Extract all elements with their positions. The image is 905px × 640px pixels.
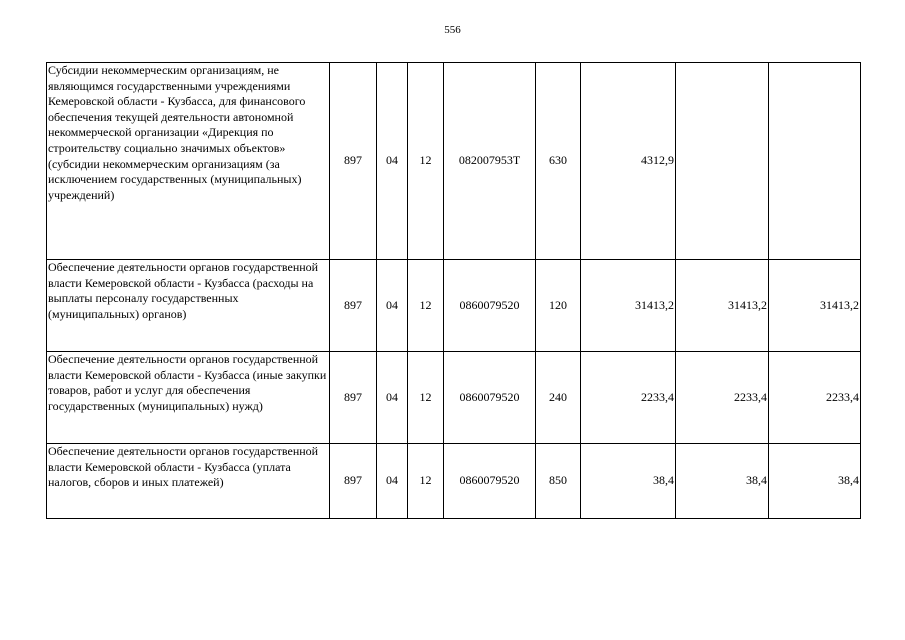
amount-year-2 xyxy=(676,63,769,260)
target-article-code: 0860079520 xyxy=(444,444,536,519)
table-row xyxy=(47,63,861,260)
amount-year-3: 31413,2 xyxy=(769,260,861,352)
expense-type-code: 630 xyxy=(536,63,581,260)
row-description: Обеспечение деятельности органов государственной власти Кемеровской области - Кузбасса (уплата налогов, сборов и иных платежей) xyxy=(47,444,330,519)
row-description: Обеспечение деятельности органов государственной власти Кемеровской области - Кузбасса (иные закупки товаров, работ и услуг для обеспечения государственных (муниципальных) нужд) xyxy=(47,352,330,444)
ministry-code: 897 xyxy=(330,352,377,444)
target-article-code: 082007953Т xyxy=(444,63,536,260)
section-code: 04 xyxy=(377,63,408,260)
amount-year-1: 38,4 xyxy=(581,444,676,519)
expense-type-code: 850 xyxy=(536,444,581,519)
amount-year-3: 38,4 xyxy=(769,444,861,519)
subsection-code: 12 xyxy=(408,260,444,352)
amount-year-1: 31413,2 xyxy=(581,260,676,352)
ministry-code: 897 xyxy=(330,260,377,352)
subsection-code: 12 xyxy=(408,63,444,260)
table-row xyxy=(47,444,861,519)
amount-year-3: 2233,4 xyxy=(769,352,861,444)
target-article-code: 0860079520 xyxy=(444,260,536,352)
section-code: 04 xyxy=(377,352,408,444)
section-code: 04 xyxy=(377,444,408,519)
table-row xyxy=(47,260,861,352)
subsection-code: 12 xyxy=(408,444,444,519)
amount-year-3 xyxy=(769,63,861,260)
expense-type-code: 240 xyxy=(536,352,581,444)
amount-year-1: 4312,9 xyxy=(581,63,676,260)
ministry-code: 897 xyxy=(330,63,377,260)
subsection-code: 12 xyxy=(408,352,444,444)
amount-year-2: 31413,2 xyxy=(676,260,769,352)
target-article-code: 0860079520 xyxy=(444,352,536,444)
row-description: Субсидии некоммерческим организациям, не являющимся государственными учреждениями Кемеровской области - Кузбасса, для финансового обеспечения текущей деятельности автономной некоммерческой организации «Дирекция по строительству социально значимых объектов» (субсидии некоммерческим организациям (за исключением государственных (муниципальных) учреждений) xyxy=(47,63,330,260)
amount-year-1: 2233,4 xyxy=(581,352,676,444)
table-row xyxy=(47,352,861,444)
row-description: Обеспечение деятельности органов государственной власти Кемеровской области - Кузбасса (расходы на выплаты персоналу государственных (муниципальных) органов) xyxy=(47,260,330,352)
amount-year-2: 38,4 xyxy=(676,444,769,519)
expense-type-code: 120 xyxy=(536,260,581,352)
budget-table xyxy=(46,62,861,519)
page-number: 556 xyxy=(444,24,461,36)
ministry-code: 897 xyxy=(330,444,377,519)
section-code: 04 xyxy=(377,260,408,352)
amount-year-2: 2233,4 xyxy=(676,352,769,444)
